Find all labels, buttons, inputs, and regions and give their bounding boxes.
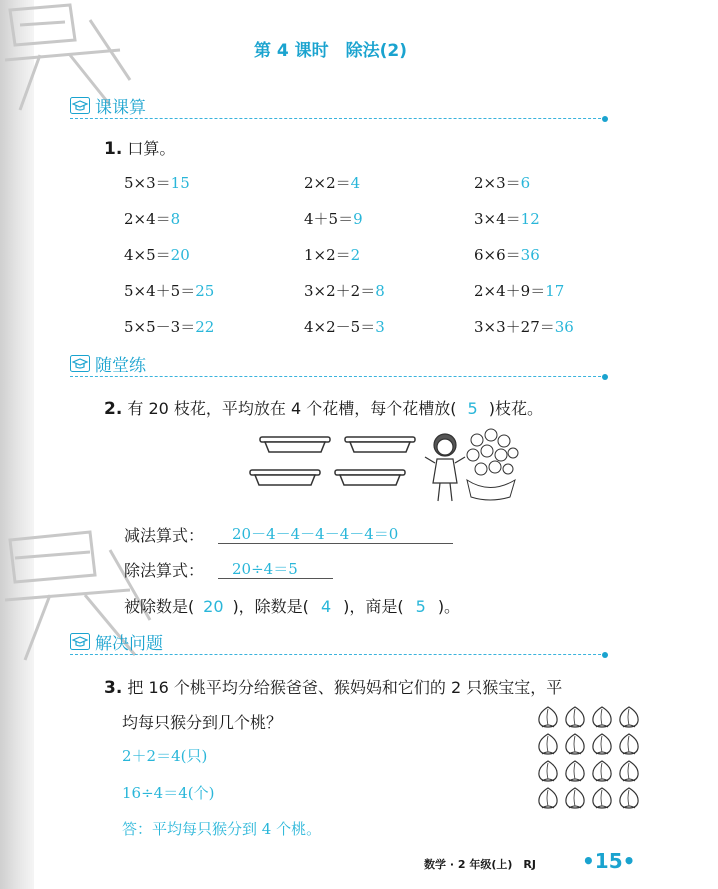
answer-value: 36 [554, 318, 574, 336]
equation: 2×4＝ [124, 210, 171, 228]
dashed-divider [70, 376, 606, 377]
footer-book-info: 数学 · 2 年级(上) RJ [424, 858, 536, 871]
dashed-divider [70, 118, 606, 119]
divider-dot [602, 652, 608, 658]
answer-value: 9 [353, 210, 363, 228]
girl-figure [425, 434, 465, 501]
question-text-part: 有 20 枝花，平均放在 4 个花槽，每个花槽放( [127, 399, 457, 418]
question-text: 把 16 个桃平均分给猴爸爸、猴妈妈和它们的 2 只猴宝宝，平 [127, 678, 563, 697]
quotient-answer: 5 [415, 597, 426, 616]
subtraction-label: 减法算式： [124, 526, 205, 545]
peach-icon [539, 707, 638, 808]
mental-math-item [124, 280, 214, 301]
answer-value: 6 [520, 174, 531, 192]
mental-math-item [474, 208, 540, 229]
peaches-illustration [536, 705, 646, 815]
mental-math-item [124, 316, 214, 337]
dashed-divider [70, 654, 606, 655]
equation: 4×2－5＝ [304, 318, 376, 336]
section-label: 解决问题 [95, 633, 163, 654]
answer-value: 36 [520, 246, 540, 264]
question-3-line2: 均每只猴分到几个桃？ [122, 713, 283, 732]
answer-value: 4 [350, 174, 361, 192]
question-text-part: )枝花。 [488, 399, 543, 418]
question-3-line1 [104, 675, 562, 698]
dividend-answer: 20 [203, 597, 224, 616]
lesson-title: 第 4 课时 除法(2) [254, 41, 408, 61]
flower-basket [467, 429, 518, 500]
equation: 3×2＋2＝ [304, 282, 376, 300]
division-answer: 20÷4＝5 [232, 560, 298, 578]
question-2-text [104, 396, 543, 419]
mental-math-item [304, 316, 385, 337]
equation: 2×2＝ [304, 174, 351, 192]
answer-line-1: 2＋2＝4(只) [122, 747, 208, 765]
equation: 4×5＝ [124, 246, 171, 264]
equation: 1×2＝ [304, 246, 351, 264]
question-number: 3. [104, 678, 123, 698]
equation: 6×6＝ [474, 246, 521, 264]
equation: 3×4＝ [474, 210, 521, 228]
section-header-jiejuewenti [70, 630, 163, 652]
division-label: 除法算式： [124, 561, 205, 580]
equation: 4＋5＝ [304, 210, 354, 228]
equation: 5×5－3＝ [124, 318, 196, 336]
flower-troughs-illustration [245, 425, 525, 510]
answer-statement: 答：平均每只猴分到 4 个桃。 [122, 820, 322, 838]
mental-math-item [124, 244, 190, 265]
answer-value: 15 [170, 174, 190, 192]
answer-value: 17 [545, 282, 565, 300]
mental-math-item [124, 172, 190, 193]
mental-math-item [474, 316, 574, 337]
mental-math-item [304, 244, 360, 265]
answer-line-2: 16÷4＝4(个) [122, 784, 215, 802]
question-text: 口算。 [127, 139, 176, 158]
mental-math-item [304, 208, 363, 229]
equation: 2×3＝ [474, 174, 521, 192]
question-1-heading [104, 136, 175, 159]
question-number: 1. [104, 139, 123, 159]
equation: 5×4＋5＝ [124, 282, 196, 300]
divisor-answer: 4 [320, 597, 332, 616]
answer-value: 22 [195, 318, 215, 336]
answer-value: 25 [195, 282, 215, 300]
subtraction-answer: 20－4－4－4－4－4＝0 [232, 525, 399, 543]
answer-value: 20 [170, 246, 190, 264]
answer-value: 5 [467, 399, 478, 418]
answer-value: 12 [520, 210, 540, 228]
mental-math-item [304, 172, 360, 193]
graduation-cap-icon [70, 633, 90, 650]
equation: 3×3＋27＝ [474, 318, 555, 336]
answer-value: 3 [375, 318, 385, 336]
division-parts-sentence: 被除数是( 20 )，除数是( 4 )，商是( 5 )。 [124, 597, 461, 616]
section-label: 课课算 [95, 97, 146, 118]
book-spine-shadow [0, 0, 34, 889]
divider-dot [602, 374, 608, 380]
mental-math-item [474, 172, 530, 193]
mental-math-item [474, 280, 564, 301]
graduation-cap-icon [70, 355, 90, 372]
equation: 5×3＝ [124, 174, 171, 192]
answer-value: 8 [170, 210, 181, 228]
mental-math-item [474, 244, 540, 265]
mental-math-item [304, 280, 385, 301]
page-number: •15• [582, 849, 636, 873]
section-header-kekesuan [70, 94, 146, 116]
section-header-suitanglian [70, 352, 146, 374]
section-label: 随堂练 [95, 355, 146, 376]
divider-dot [602, 116, 608, 122]
question-number: 2. [104, 399, 123, 419]
mental-math-item [124, 208, 180, 229]
equation: 2×4＋9＝ [474, 282, 546, 300]
graduation-cap-icon [70, 97, 90, 114]
answer-value: 8 [375, 282, 385, 300]
answer-value: 2 [350, 246, 361, 264]
